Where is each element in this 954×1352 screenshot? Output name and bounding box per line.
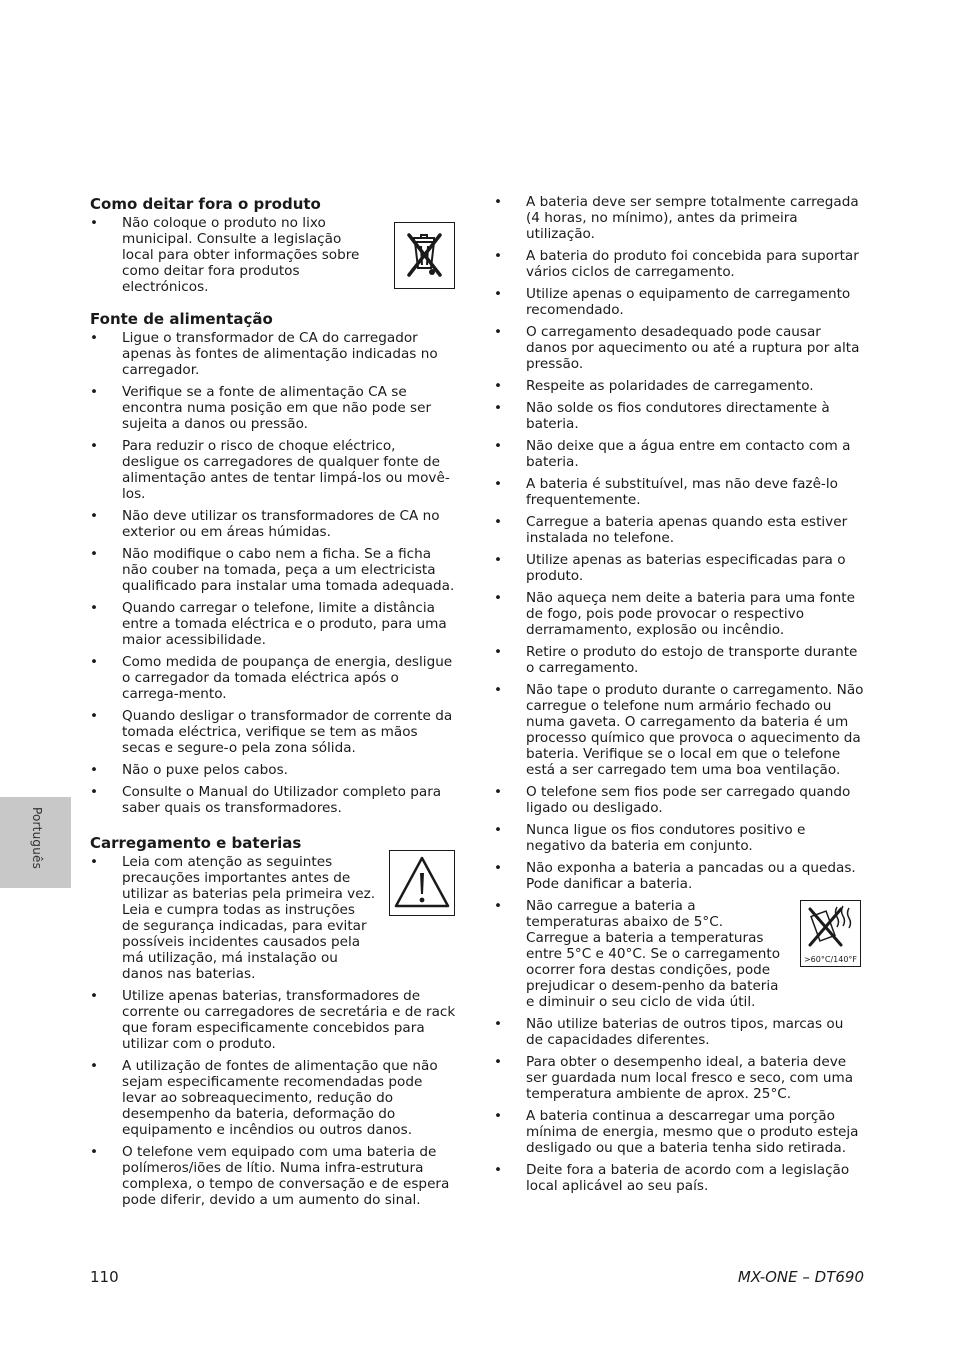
bullet: • [494,682,503,698]
list-item-text: Respeite as polaridades de carregamento. [526,378,814,394]
warning-triangle-icon [389,850,455,916]
list-item-text: Não exponha a bateria a pancadas ou a quedas. Pode danificar a bateria. [526,860,856,892]
list-item-text: Utilize apenas baterias, transformadores de corrente ou carregadores de secretária e de rack que foram especificamente concebidos para utilizar com o produto. [122,988,456,1052]
list-item [90,600,456,648]
temperature-label: >60°C/140°F [803,955,858,964]
list-item [90,546,456,594]
bullet: • [494,1162,503,1178]
list-item-text: Não o puxe pelos cabos. [122,762,288,778]
language-side-tab [0,797,71,888]
list-item [494,324,864,372]
list-item-text: Quando carregar o telefone, limite a distância entre a tomada eléctrica e o produto, para uma maior acessibilidade. [122,600,447,648]
bullet: • [494,378,503,394]
bullet: • [494,860,503,876]
section-disposal [90,194,456,295]
list-item-text: Retire o produto do estojo de transporte durante o carregamento. [526,644,858,676]
list-item [90,1058,456,1138]
bullet: • [90,508,99,524]
list-item-text: Não deve utilizar os transformadores de CA no exterior ou em áreas húmidas. [122,508,440,540]
bullet: • [494,784,503,800]
bullet: • [494,822,503,838]
list-item-text: A bateria continua a descarregar uma porção mínima de energia, mesmo que o produto esteja desligado ou que a bateria tenha sido retirada. [526,1108,859,1156]
list-item-text: A bateria do produto foi concebida para suportar vários ciclos de carregamento. [526,248,859,280]
list-item [494,860,864,892]
left-column [90,194,456,1214]
list-item [494,1016,864,1048]
list-item-text: Leia com atenção as seguintes precauções importantes antes de utilizar as baterias pela primeira vez. Leia e cumpra todas as instruções de segurança indicadas, para evitar possíveis incidentes causados pela má utilização, má instalação ou danos nas baterias. [122,854,376,982]
bullet: • [494,1054,503,1070]
bullet: • [494,324,503,340]
bullet: • [494,400,503,416]
list-item [494,476,864,508]
list-item-text: Para obter o desempenho ideal, a bateria deve ser guardada num local fresco e seco, com uma temperatura ambiente de aprox. 25°C. [526,1054,854,1102]
list-item [90,654,456,702]
list-item [494,248,864,280]
product-name: MX-ONE – DT690 [737,1268,864,1286]
bullet: • [90,546,99,562]
bullet: • [90,988,99,1004]
weee-crossed-bin-icon [394,222,455,289]
bullet: • [494,514,503,530]
bullet: • [494,194,503,210]
list-item-text: Não modifique o cabo nem a ficha. Se a ficha não couber na tomada, peça a um electricista qualificado para instalar uma tomada adequada. [122,546,455,594]
bullet: • [90,654,99,670]
list-item [494,286,864,318]
list-item [90,384,456,432]
page-number: 110 [90,1268,119,1286]
list-item-text: Não tape o produto durante o carregamento. Não carregue o telefone num armário fechado ou numa gaveta. O carregamento da bateria é um processo químico que provoca o aquecimento da bateria. Verifique se o local em que o telefone está a ser carregado tem uma boa ventilação. [526,682,864,778]
battery-list [494,194,864,1194]
list-item-text: O telefone sem fios pode ser carregado quando ligado ou desligado. [526,784,851,816]
list-item [494,898,864,1010]
list-item [494,644,864,676]
bullet: • [494,1016,503,1032]
bullet: • [494,248,503,264]
bullet: • [494,286,503,302]
list-item-text: O carregamento desadequado pode causar danos por aquecimento ou até a ruptura por alta pressão. [526,324,860,372]
list-item [494,438,864,470]
list-item-text: A bateria é substituível, mas não deve fazê-lo frequentemente. [526,476,838,508]
list-item-text: Quando desligar o transformador de corrente da tomada eléctrica, verifique se tem as mãos secas e segure-o pela zona sólida. [122,708,453,756]
list-item-text: Consulte o Manual do Utilizador completo para saber quais os transformadores. [122,784,442,816]
bullet: • [494,898,503,914]
list-item [90,708,456,756]
bullet: • [90,384,99,400]
bullet: • [494,644,503,660]
bullet: • [90,854,99,870]
list-item [494,784,864,816]
section-title-power-supply: Fonte de alimentação [90,310,273,328]
section-power-supply [90,309,456,816]
list-item-text: Utilize apenas as baterias especificadas para o produto. [526,552,846,584]
list-item [494,194,864,242]
bullet: • [90,784,99,800]
bullet: • [90,762,99,778]
list-item [494,682,864,778]
list-item [90,1144,456,1208]
list-item-text: O telefone vem equipado com uma bateria de polímeros/iões de lítio. Numa infra-estrutura complexa, o tempo de conversação e de espera pode diferir, devido a um aumento do sinal. [122,1144,450,1208]
list-item-text: Como medida de poupança de energia, desligue o carregador da tomada eléctrica após o carrega-mento. [122,654,453,702]
bullet: • [90,215,99,231]
section-title-charging-batteries: Carregamento e baterias [90,834,302,852]
right-column [494,194,864,1200]
bullet: • [90,330,99,346]
power-supply-list [90,330,456,816]
list-item-text: Não solde os fios condutores directamente à bateria. [526,400,830,432]
list-item [494,378,864,394]
list-item [494,1054,864,1102]
bullet: • [90,1058,99,1074]
list-item-text: Não utilize baterias de outros tipos, marcas ou de capacidades diferentes. [526,1016,844,1048]
list-item [90,784,456,816]
list-item [90,438,456,502]
language-label: Português [30,807,44,870]
list-item-text: Não deixe que a água entre em contacto com a bateria. [526,438,851,470]
bullet: • [90,438,99,454]
list-item [494,590,864,638]
bullet: • [90,708,99,724]
section-title-disposal: Como deitar fora o produto [90,195,321,213]
bullet: • [494,590,503,606]
list-item-text: Não aqueça nem deite a bateria para uma fonte de fogo, pois pode provocar o respectivo derramamento, explosão ou incêndio. [526,590,855,638]
bullet: • [90,600,99,616]
list-item [90,330,456,378]
list-item [494,822,864,854]
list-item-text: Verifique se a fonte de alimentação CA se encontra numa posição em que não pode ser sujeita a danos ou pressão. [122,384,432,432]
list-item-text: Para reduzir o risco de choque eléctrico, desligue os carregadores de qualquer fonte de alimentação antes de tentar limpá-los ou movê-los. [122,438,450,502]
list-item [494,1108,864,1156]
bullet: • [494,438,503,454]
list-item-text: Carregue a bateria apenas quando esta estiver instalada no telefone. [526,514,848,546]
list-item-text: Não coloque o produto no lixo municipal. Consulte a legislação local para obter informações sobre como deitar fora produtos electrónicos. [122,215,360,295]
no-heat-temperature-icon [800,900,861,967]
list-item-text: A utilização de fontes de alimentação que não sejam especificamente recomendadas pode levar ao sobreaquecimento, redução do desempenho da bateria, deformação do equipamento e incêndios ou outros danos. [122,1058,438,1138]
list-item-text: A bateria deve ser sempre totalmente carregada (4 horas, no mínimo), antes da primeira utilização. [526,194,859,242]
list-item-text: Utilize apenas o equipamento de carregamento recomendado. [526,286,851,318]
bullet: • [494,552,503,568]
bullet: • [494,1108,503,1124]
list-item [90,762,456,778]
list-item [494,400,864,432]
list-item-text: Deite fora a bateria de acordo com a legislação local aplicável ao seu país. [526,1162,850,1194]
list-item [90,988,456,1052]
list-item [90,508,456,540]
list-item-text: Nunca ligue os fios condutores positivo e negativo da bateria em conjunto. [526,822,806,854]
list-item [494,1162,864,1194]
bullet: • [494,476,503,492]
list-item-text: Ligue o transformador de CA do carregador apenas às fontes de alimentação indicadas no carregador. [122,330,438,378]
section-charging-batteries [90,833,456,1208]
bullet: • [90,1144,99,1160]
list-item-text: Não carregue a bateria a temperaturas abaixo de 5°C. Carregue a bateria a temperaturas entre 5°C e 40°C. Se o carregamento ocorrer fora destas condições, pode prejudicar o desem-penho da bateria e diminuir o seu ciclo de vida útil. [526,898,781,1010]
list-item [494,514,864,546]
list-item [494,552,864,584]
